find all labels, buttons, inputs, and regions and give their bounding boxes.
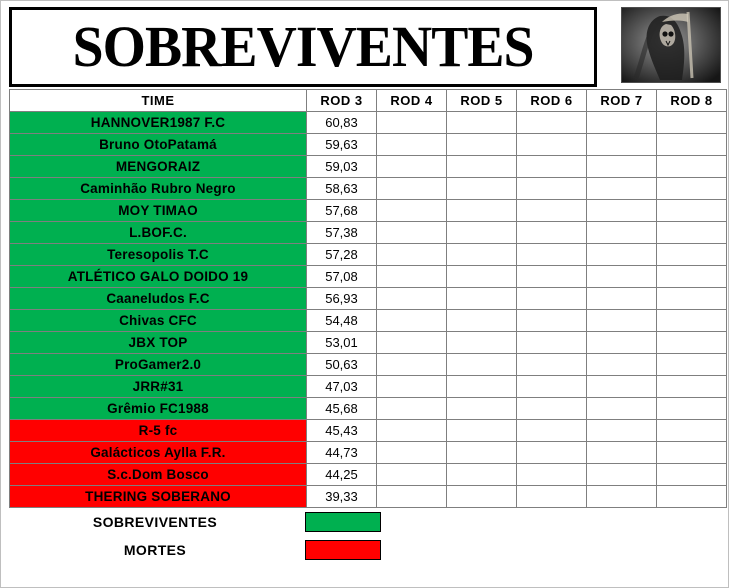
rod5-value — [447, 178, 517, 200]
team-name: L.BOF.C. — [10, 222, 307, 244]
rod5-value — [447, 420, 517, 442]
table-header-row — [10, 90, 727, 112]
rod4-value — [377, 420, 447, 442]
rod6-value — [517, 486, 587, 508]
rod5-value — [447, 332, 517, 354]
legend-swatch-deaths — [305, 540, 381, 560]
table-row — [10, 420, 727, 442]
rod6-value — [517, 134, 587, 156]
rod5-value — [447, 244, 517, 266]
team-name: S.c.Dom Bosco — [10, 464, 307, 486]
rod4-value — [377, 332, 447, 354]
rod7-value — [587, 266, 657, 288]
rod3-value: 47,03 — [307, 376, 377, 398]
legend — [9, 511, 389, 567]
rod8-value — [657, 288, 727, 310]
rod5-value — [447, 442, 517, 464]
legend-label-deaths: MORTES — [123, 542, 187, 558]
table-row — [10, 354, 727, 376]
team-name: THERING SOBERANO — [10, 486, 307, 508]
rod7-value — [587, 398, 657, 420]
rod3-value: 45,43 — [307, 420, 377, 442]
rod7-value — [587, 442, 657, 464]
team-name: JBX TOP — [10, 332, 307, 354]
column-header-rod7: ROD 7 — [587, 90, 657, 112]
table-row — [10, 310, 727, 332]
rod4-value — [377, 354, 447, 376]
legend-row-survivors — [9, 511, 389, 533]
rod8-value — [657, 420, 727, 442]
rod7-value — [587, 178, 657, 200]
rod3-value: 57,28 — [307, 244, 377, 266]
table-row — [10, 376, 727, 398]
rod4-value — [377, 376, 447, 398]
rod5-value — [447, 288, 517, 310]
rod5-value — [447, 486, 517, 508]
column-header-rod6: ROD 6 — [517, 90, 587, 112]
column-header-rod8: ROD 8 — [657, 90, 727, 112]
rod7-value — [587, 112, 657, 134]
rod3-value: 57,68 — [307, 200, 377, 222]
table-row — [10, 134, 727, 156]
rod6-value — [517, 112, 587, 134]
table-row — [10, 266, 727, 288]
title-box — [9, 7, 597, 87]
rod6-value — [517, 420, 587, 442]
page-title: SOBREVIVENTES — [72, 14, 534, 79]
rod7-value — [587, 310, 657, 332]
rod7-value — [587, 420, 657, 442]
team-name: Bruno OtoPatamá — [10, 134, 307, 156]
team-name: Caaneludos F.C — [10, 288, 307, 310]
table-row — [10, 200, 727, 222]
team-name: Grêmio FC1988 — [10, 398, 307, 420]
rod6-value — [517, 156, 587, 178]
column-header-rod5: ROD 5 — [447, 90, 517, 112]
team-name: Galácticos Aylla F.R. — [10, 442, 307, 464]
column-header-rod4: ROD 4 — [377, 90, 447, 112]
rod8-value — [657, 310, 727, 332]
rod4-value — [377, 486, 447, 508]
rod4-value — [377, 156, 447, 178]
legend-row-deaths — [9, 539, 389, 561]
rod6-value — [517, 464, 587, 486]
rod6-value — [517, 376, 587, 398]
rod4-value — [377, 134, 447, 156]
rod7-value — [587, 354, 657, 376]
rod6-value — [517, 442, 587, 464]
rod4-value — [377, 112, 447, 134]
rod6-value — [517, 222, 587, 244]
rod3-value: 45,68 — [307, 398, 377, 420]
rod5-value — [447, 376, 517, 398]
rod7-value — [587, 464, 657, 486]
team-name: Caminhão Rubro Negro — [10, 178, 307, 200]
rod5-value — [447, 222, 517, 244]
rod8-value — [657, 222, 727, 244]
rod3-value: 60,83 — [307, 112, 377, 134]
rod4-value — [377, 178, 447, 200]
rod5-value — [447, 156, 517, 178]
table-row — [10, 156, 727, 178]
grim-reaper-logo-icon — [621, 7, 721, 83]
rod5-value — [447, 134, 517, 156]
rod3-value: 44,73 — [307, 442, 377, 464]
rod3-value: 59,03 — [307, 156, 377, 178]
rod5-value — [447, 354, 517, 376]
rod3-value: 50,63 — [307, 354, 377, 376]
team-name: ProGamer2.0 — [10, 354, 307, 376]
rod8-value — [657, 178, 727, 200]
rod3-value: 57,08 — [307, 266, 377, 288]
rod8-value — [657, 354, 727, 376]
table-row — [10, 442, 727, 464]
table-row — [10, 486, 727, 508]
team-name: MOY TIMAO — [10, 200, 307, 222]
team-name: HANNOVER1987 F.C — [10, 112, 307, 134]
rod4-value — [377, 222, 447, 244]
rod8-value — [657, 200, 727, 222]
rod4-value — [377, 244, 447, 266]
rod7-value — [587, 376, 657, 398]
rod3-value: 57,38 — [307, 222, 377, 244]
rod6-value — [517, 354, 587, 376]
rod3-value: 54,48 — [307, 310, 377, 332]
rod5-value — [447, 112, 517, 134]
rod3-value: 56,93 — [307, 288, 377, 310]
team-name: ATLÉTICO GALO DOIDO 19 — [10, 266, 307, 288]
rod8-value — [657, 266, 727, 288]
team-name: Teresopolis T.C — [10, 244, 307, 266]
rod3-value: 44,25 — [307, 464, 377, 486]
team-name: R-5 fc — [10, 420, 307, 442]
rod6-value — [517, 244, 587, 266]
rod8-value — [657, 376, 727, 398]
rod3-value: 53,01 — [307, 332, 377, 354]
rod3-value: 39,33 — [307, 486, 377, 508]
table-row — [10, 112, 727, 134]
rod8-value — [657, 112, 727, 134]
rod5-value — [447, 398, 517, 420]
team-name: JRR#31 — [10, 376, 307, 398]
rod4-value — [377, 200, 447, 222]
rod7-value — [587, 244, 657, 266]
rod5-value — [447, 464, 517, 486]
table-row — [10, 222, 727, 244]
rod7-value — [587, 486, 657, 508]
rod5-value — [447, 200, 517, 222]
rod5-value — [447, 310, 517, 332]
legend-swatch-survivors — [305, 512, 381, 532]
table-row — [10, 398, 727, 420]
rod7-value — [587, 288, 657, 310]
rod8-value — [657, 134, 727, 156]
rod4-value — [377, 266, 447, 288]
rod7-value — [587, 200, 657, 222]
rod4-value — [377, 464, 447, 486]
rod4-value — [377, 310, 447, 332]
table-row — [10, 244, 727, 266]
rod3-value: 58,63 — [307, 178, 377, 200]
rod6-value — [517, 266, 587, 288]
rod8-value — [657, 398, 727, 420]
team-name: Chivas CFC — [10, 310, 307, 332]
rod8-value — [657, 486, 727, 508]
rod6-value — [517, 332, 587, 354]
title-banner — [9, 7, 721, 87]
rod3-value: 59,63 — [307, 134, 377, 156]
table-row — [10, 464, 727, 486]
rod5-value — [447, 266, 517, 288]
rod6-value — [517, 288, 587, 310]
rod4-value — [377, 442, 447, 464]
column-header-rod3: ROD 3 — [307, 90, 377, 112]
rod6-value — [517, 398, 587, 420]
legend-label-survivors: SOBREVIVENTES — [92, 514, 218, 530]
table-row — [10, 178, 727, 200]
column-header-time: TIME — [10, 90, 307, 112]
rod7-value — [587, 222, 657, 244]
rod8-value — [657, 464, 727, 486]
rod6-value — [517, 200, 587, 222]
rod7-value — [587, 332, 657, 354]
rod7-value — [587, 134, 657, 156]
table-row — [10, 288, 727, 310]
rod6-value — [517, 178, 587, 200]
rod8-value — [657, 442, 727, 464]
team-name: MENGORAIZ — [10, 156, 307, 178]
rod7-value — [587, 156, 657, 178]
survivors-table — [9, 89, 727, 508]
rod8-value — [657, 332, 727, 354]
rod4-value — [377, 288, 447, 310]
rod4-value — [377, 398, 447, 420]
rod8-value — [657, 156, 727, 178]
rod8-value — [657, 244, 727, 266]
rod6-value — [517, 310, 587, 332]
table-row — [10, 332, 727, 354]
